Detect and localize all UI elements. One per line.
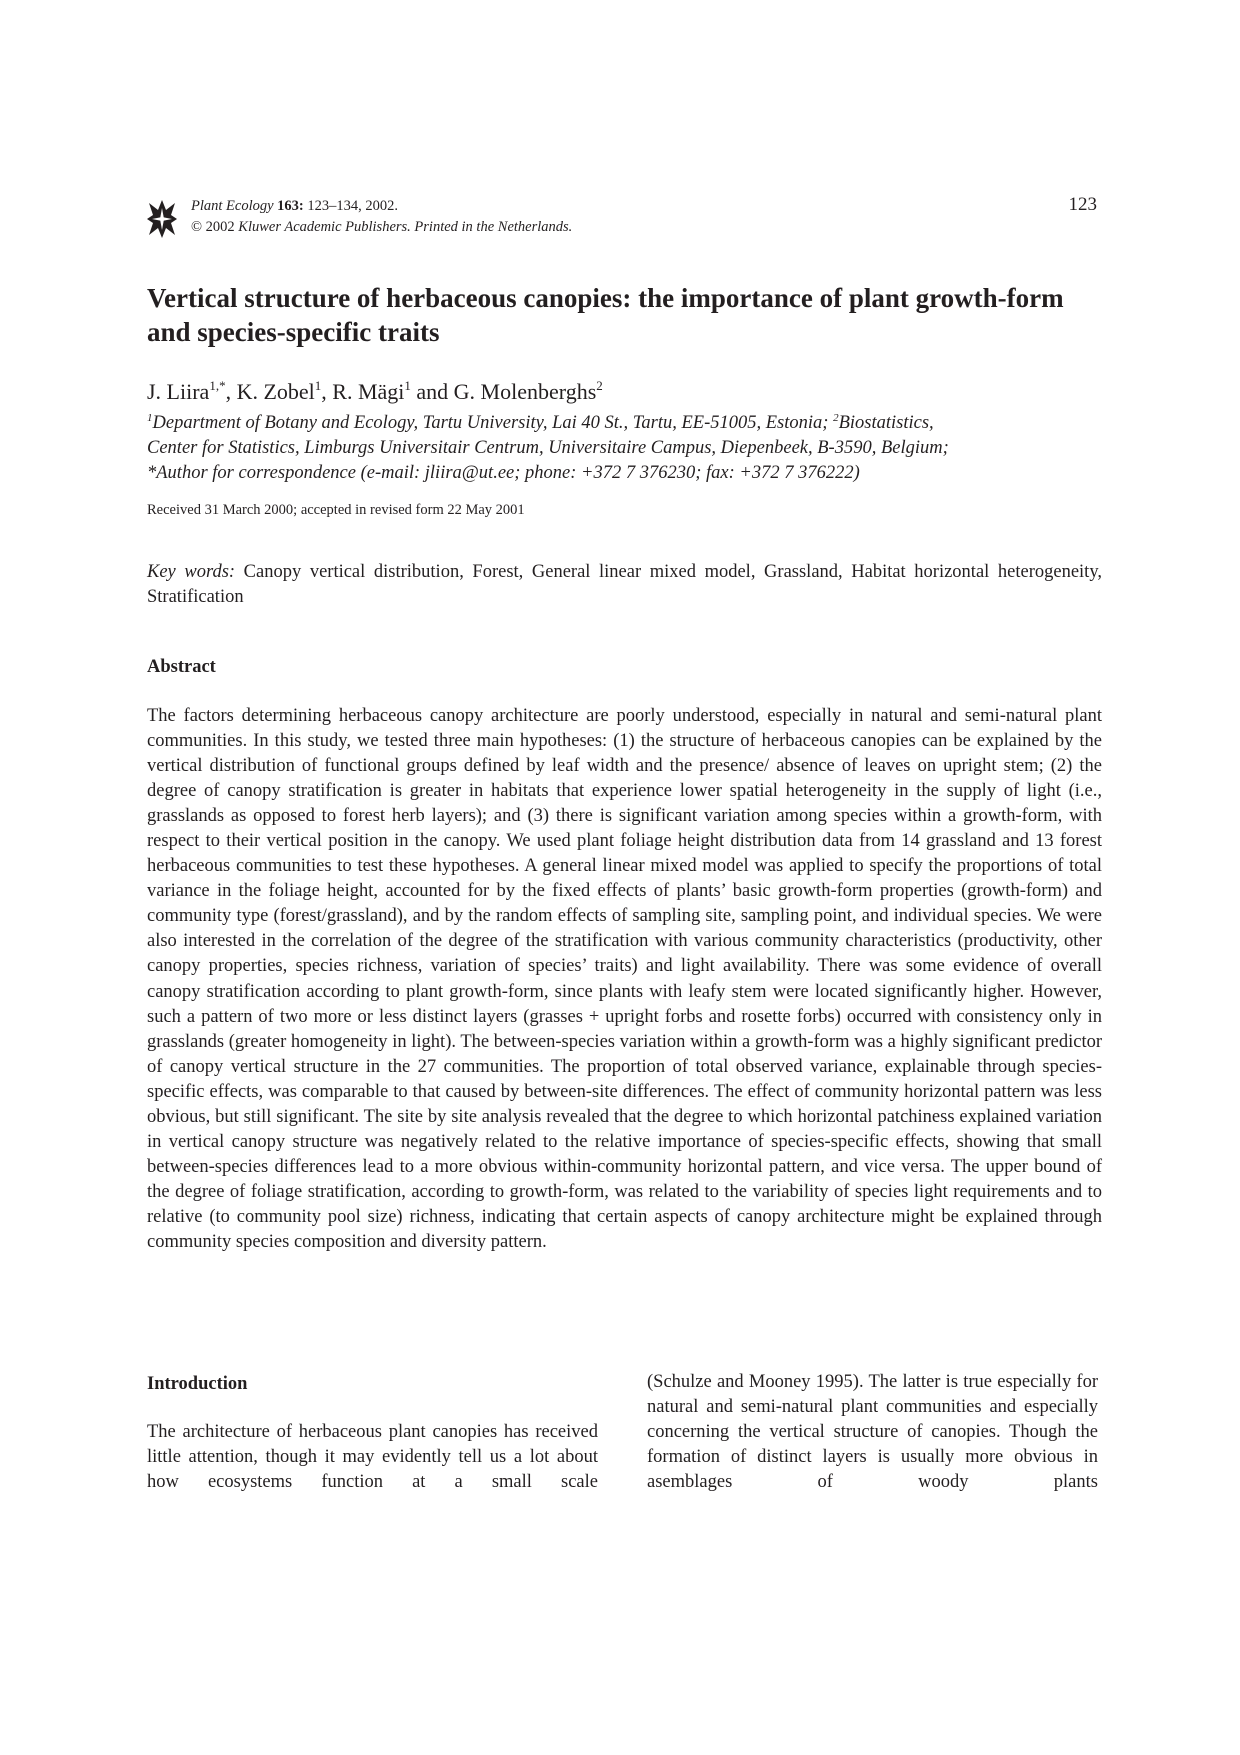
author-name: R. Mägi [332,379,405,404]
journal-name: Plant Ecology [191,198,274,214]
journal-header [147,196,1097,240]
author-separator: , [225,379,237,404]
paper-title: Vertical structure of herbaceous canopies: the importance of plant growth-form and species-specific traits [147,283,1064,347]
author-name: K. Zobel [236,379,315,404]
introduction-left-column: The architecture of herbaceous plant canopies has received little attention, though it may evidently tell us a lot about how ecosystems function at a small scale [147,1422,598,1492]
journal-volume: 163: [277,198,304,214]
author-affiliation-mark: 2 [596,378,603,393]
page-number: 123 [1068,194,1097,215]
introduction-right-column: (Schulze and Mooney 1995). The latter is true especially for natural and semi-natural plant communities and especially concerning the vertical structure of canopies. Though the formation of distinct layers is usually more obvious in asemblages of woody plants [647,1372,1098,1492]
affiliation-mark: 2 [833,412,839,424]
author-affiliation-mark: 1 [314,378,322,393]
kluwer-publisher-logo-icon [147,198,177,240]
received-dates: Received 31 March 2000; accepted in revised form 22 May 2001 [147,502,525,518]
affiliations [147,411,1107,486]
abstract-heading: Abstract [147,657,216,677]
correspondence-line: *Author for correspondence (e-mail: jliira@ut.ee; phone: +372 7 376230; fax: +372 7 376222) [147,463,860,483]
introduction-heading: Introduction [147,1374,248,1394]
copyright-symbol: © 2002 [191,219,239,235]
author-name: G. Molenberghs [453,379,597,404]
keywords-text: Canopy vertical distribution, Forest, General linear mixed model, Grassland, Habitat horizontal heterogeneity, Stratification [147,562,1102,607]
author-affiliation-mark: 1,* [209,378,226,393]
copyright-text: Kluwer Academic Publishers. Printed in the Netherlands. [238,219,573,235]
affiliation-line [147,411,1107,436]
journal-pages-year: 123–134, 2002. [303,198,399,214]
affiliation-mark: 1 [147,412,153,424]
abstract-text: The factors determining herbaceous canopy architecture are poorly understood, especially in natural and semi-natural plant communities. In this study, we tested three main hypotheses: (1) the structure of herbaceous canopies can be explained by the vertical distribution of functional groups defined by leaf width and the presence/ absence of leaves on upright stem; (2) the degree of canopy stratification is greater in habitats that experience lower spatial heterogeneity in the supply of light (i.e., grasslands as opposed to forest herb layers); and (3) there is significant variation among species within a growth-form, with respect to their vertical position in the canopy. We used plant foliage height distribution data from 14 grassland and 13 forest herbaceous communities to test these hypotheses. A general linear mixed model was applied to specify the proportions of total variance in the foliage height, accounted for by the fixed effects of plants’ basic growth-form properties (growth-form) and community type (forest/grassland), and by the random effects of sampling site, sampling point, and individual species. We were also interested in the correlation of the degree of the stratification with various community characteristics (productivity, other canopy properties, species richness, variation of species’ traits) and light availability. There was some evidence of overall canopy stratification according to plant growth-form, since plants with leafy stem were located significantly higher. However, such a pattern of two more or less distinct layers (grasses + upright forbs and rosette forbs) occurred with consistency only in grasslands (greater homogeneity in light). The between-species variation within a growth-form was a highly significant predictor of canopy vertical structure in the 27 communities. The proportion of total observed variance, explainable through species-specific effects, was comparable to that caused by between-site differences. The effect of community horizontal pattern was less obvious, but still significant. The site by site analysis revealed that the degree to which horizontal patchiness explained variation in vertical canopy structure was negatively related to the relative importance of species-specific effects, showing that small between-species differences lead to a more obvious within-community horizontal pattern, and vice versa. The upper bound of the degree of foliage stratification, according to growth-form, was related to the variability of species light requirements and to relative (to community pool size) richness, indicating that certain aspects of canopy architecture might be explained through community species composition and diversity pattern. [147,706,1102,1252]
journal-citation [191,196,572,238]
keywords-label: Key words: [147,562,236,582]
author-list [147,379,603,405]
affiliation-line: Center for Statistics, Limburgs Universitair Centrum, Universitaire Campus, Diepenbeek, B-3590, Belgium; [147,438,949,458]
author-affiliation-mark: 1 [404,378,411,393]
affiliation-text: Biostatistics, [838,413,934,433]
author-separator: and [410,379,454,404]
affiliation-text: Department of Botany and Ecology, Tartu University, Lai 40 St., Tartu, EE-51005, Estonia; [152,413,834,433]
author-name: J. Liira [147,379,210,404]
keywords [147,560,1102,610]
author-separator: , [321,379,333,404]
